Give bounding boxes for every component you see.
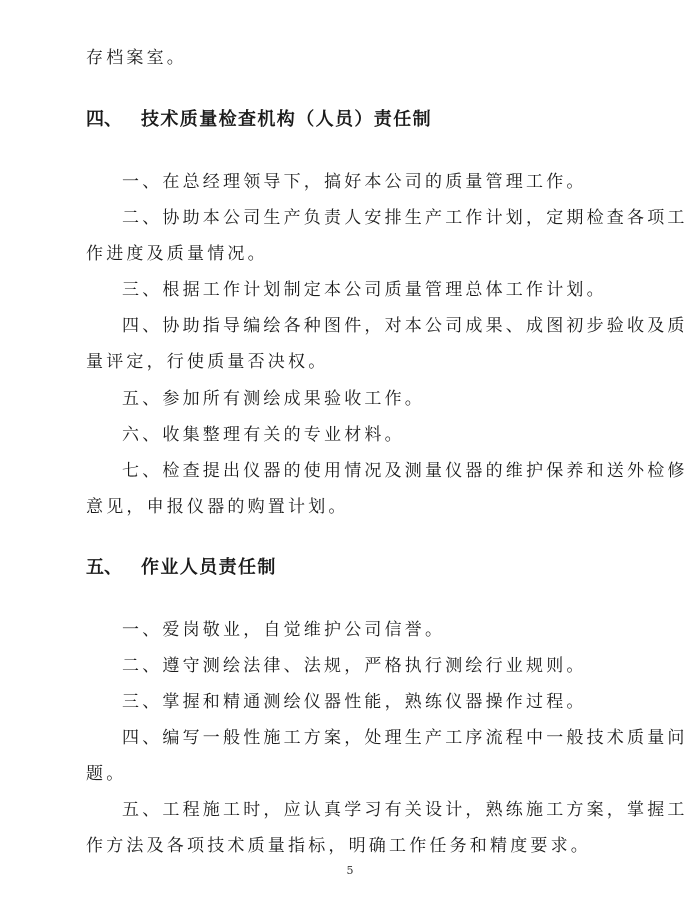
paragraph-line: 作进度及质量情况。 bbox=[86, 244, 268, 264]
page-number: 5 bbox=[346, 864, 354, 877]
section-heading-5 bbox=[86, 557, 277, 579]
paragraph-line: 二、协助本公司生产负责人安排生产工作计划，定期检查各项工 bbox=[122, 208, 688, 228]
paragraph-line: 一、爱岗敬业，自觉维护公司信誉。 bbox=[122, 620, 446, 640]
paragraph-line: 七、检查提出仪器的使用情况及测量仪器的维护保养和送外检修 bbox=[122, 461, 688, 481]
section-title: 作业人员责任制 bbox=[141, 557, 277, 578]
paragraph-line: 量评定，行使质量否决权。 bbox=[86, 352, 329, 372]
section-number: 四、 bbox=[86, 109, 122, 130]
paragraph-line: 作方法及各项技术质量指标，明确工作任务和精度要求。 bbox=[86, 836, 591, 856]
paragraph-line: 三、掌握和精通测绘仪器性能，熟练仪器操作过程。 bbox=[122, 692, 587, 712]
paragraph-line: 四、协助指导编绘各种图件，对本公司成果、成图初步验收及质 bbox=[122, 316, 688, 336]
paragraph-line: 二、遵守测绘法律、法规，严格执行测绘行业规则。 bbox=[122, 656, 587, 676]
paragraph-line: 意见，申报仪器的购置计划。 bbox=[86, 497, 349, 517]
paragraph-line: 六、收集整理有关的专业材料。 bbox=[122, 425, 405, 445]
section-number: 五、 bbox=[86, 557, 122, 578]
carryover-text: 存档案室。 bbox=[86, 48, 187, 68]
paragraph-line: 题。 bbox=[86, 764, 127, 784]
paragraph-line: 五、参加所有测绘成果验收工作。 bbox=[122, 389, 425, 409]
paragraph-line: 三、根据工作计划制定本公司质量管理总体工作计划。 bbox=[122, 280, 607, 300]
section-title: 技术质量检查机构（人员）责任制 bbox=[141, 109, 432, 130]
paragraph-line: 五、工程施工时，应认真学习有关设计，熟练施工方案，掌握工 bbox=[122, 800, 688, 820]
paragraph-line: 四、编写一般性施工方案，处理生产工序流程中一般技术质量问 bbox=[122, 728, 688, 748]
paragraph-line: 一、在总经理领导下，搞好本公司的质量管理工作。 bbox=[122, 172, 587, 192]
section-heading-4 bbox=[86, 109, 432, 131]
